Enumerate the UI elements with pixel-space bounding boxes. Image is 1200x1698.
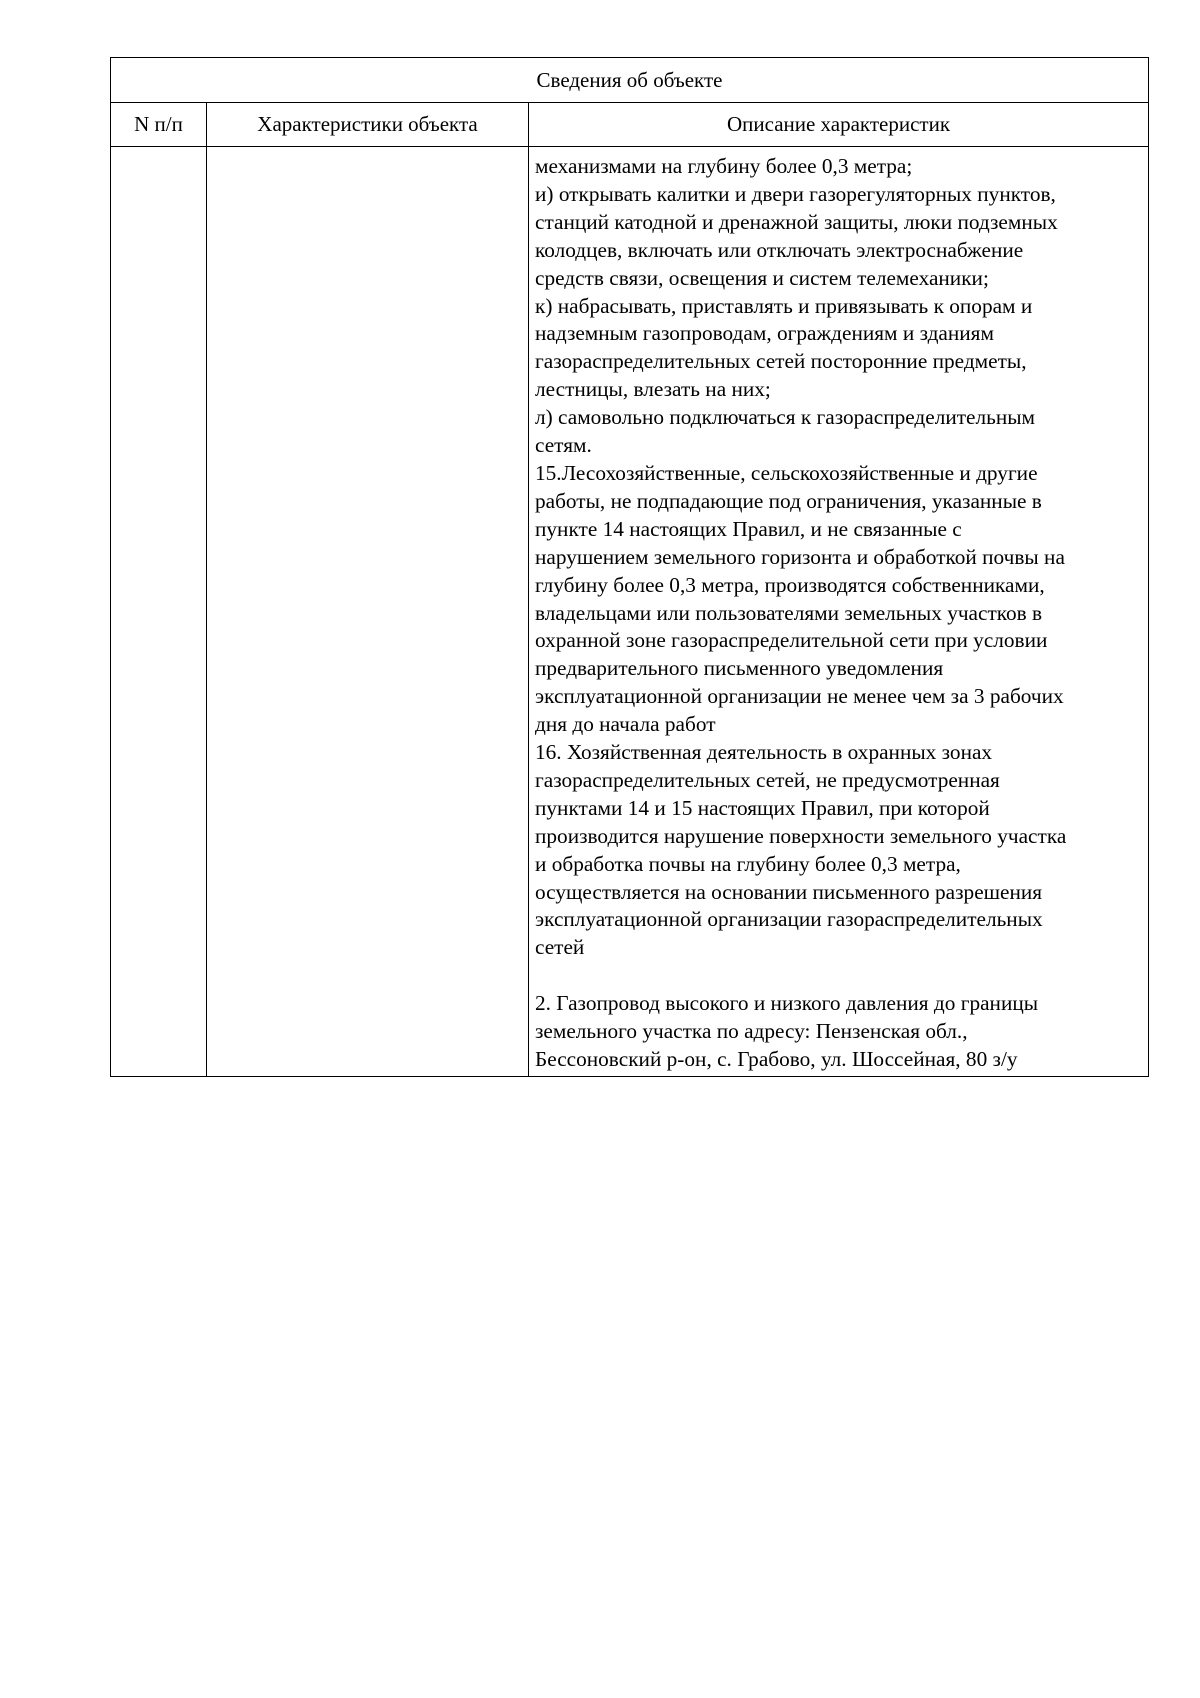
document-page <box>110 57 1149 1077</box>
description-line: средств связи, освещения и систем телемеханики; <box>535 265 989 290</box>
description-line: производится нарушение поверхности земельного участка <box>535 823 1067 848</box>
description-line: глубину более 0,3 метра, производятся собственниками, <box>535 572 1045 597</box>
paragraph-gap <box>535 962 1142 990</box>
header-characteristics: Характеристики объекта <box>207 103 529 147</box>
description-line: станций катодной и дренажной защиты, люки подземных <box>535 209 1058 234</box>
description-line: нарушением земельного горизонта и обработкой почвы на <box>535 544 1065 569</box>
description-line: охранной зоне газораспределительной сети при условии <box>535 628 1048 653</box>
description-line: колодцев, включать или отключать электроснабжение <box>535 237 1024 262</box>
description-line: надземным газопроводам, ограждениям и зданиям <box>535 321 994 346</box>
description-line: 15.Лесохозяйственные, сельскохозяйственные и другие <box>535 460 1038 485</box>
description-line: пункте 14 настоящих Правил, и не связанные с <box>535 516 962 541</box>
description-line: л) самовольно подключаться к газораспределительным <box>535 405 1036 430</box>
description-line: эксплуатационной организации газораспределительных <box>535 907 1043 932</box>
description-line: 16. Хозяйственная деятельность в охранных зонах <box>535 740 993 765</box>
table-title: Сведения об объекте <box>111 58 1149 103</box>
header-num: N п/п <box>111 103 207 147</box>
description-line: и обработка почвы на глубину более 0,3 метра, <box>535 851 961 876</box>
description-line: и) открывать калитки и двери газорегуляторных пунктов, <box>535 181 1056 206</box>
description-line: предварительного письменного уведомления <box>535 656 944 681</box>
cell-num <box>111 147 207 1077</box>
table-row <box>111 147 1149 1077</box>
description-line: работы, не подпадающие под ограничения, указанные в <box>535 488 1042 513</box>
address-line: 2. Газопровод высокого и низкого давления до границы <box>535 991 1039 1016</box>
description-line: владельцами или пользователями земельных участков в <box>535 600 1043 625</box>
description-line: пунктами 14 и 15 настоящих Правил, при которой <box>535 795 990 820</box>
address-line: Бессоновский р-он, с. Грабово, ул. Шоссейная, 80 з/у <box>535 1046 1018 1071</box>
description-line: сетей <box>535 935 585 960</box>
cell-characteristics <box>207 147 529 1077</box>
description-line: газораспределительных сетей посторонние предметы, <box>535 349 1027 374</box>
header-description: Описание характеристик <box>529 103 1149 147</box>
table-title-row <box>111 58 1149 103</box>
table-header-row <box>111 103 1149 147</box>
description-line: дня до начала работ <box>535 712 716 737</box>
description-line: механизмами на глубину более 0,3 метра; <box>535 154 913 178</box>
description-line: эксплуатационной организации не менее чем за 3 рабочих <box>535 684 1064 709</box>
description-line: газораспределительных сетей, не предусмотренная <box>535 767 1000 792</box>
description-line: сетям. <box>535 433 592 458</box>
description-line: осуществляется на основании письменного разрешения <box>535 879 1043 904</box>
description-line: к) набрасывать, приставлять и привязывать к опорам и <box>535 293 1033 318</box>
address-line: земельного участка по адресу: Пензенская обл., <box>535 1019 968 1044</box>
object-info-table <box>110 57 1149 1077</box>
cell-description <box>529 147 1149 1077</box>
description-line: лестницы, влезать на них; <box>535 377 771 402</box>
